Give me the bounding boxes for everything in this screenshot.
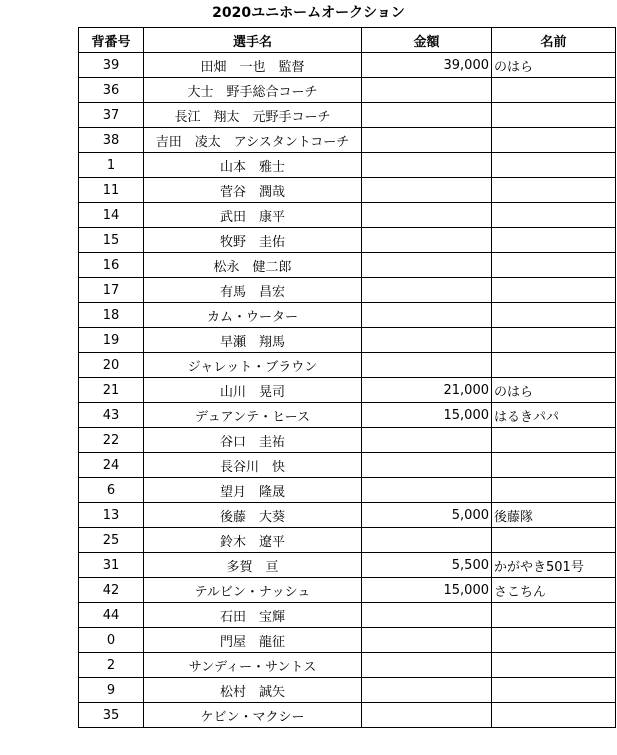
- table-row: [79, 78, 616, 103]
- cell-amount[interactable]: 15,000: [362, 578, 492, 603]
- cell-bidder[interactable]: [492, 103, 616, 128]
- cell-amount[interactable]: [362, 203, 492, 228]
- cell-player[interactable]: 菅谷 潤哉: [144, 178, 362, 203]
- table-row: [79, 553, 616, 578]
- cell-bidder[interactable]: [492, 203, 616, 228]
- cell-number[interactable]: 20: [79, 353, 144, 378]
- cell-number[interactable]: 25: [79, 528, 144, 553]
- header-row: [79, 28, 616, 53]
- cell-amount[interactable]: [362, 428, 492, 453]
- cell-number[interactable]: 43: [79, 403, 144, 428]
- cell-number[interactable]: 6: [79, 478, 144, 503]
- cell-amount[interactable]: [362, 303, 492, 328]
- cell-amount[interactable]: [362, 353, 492, 378]
- cell-bidder[interactable]: [492, 328, 616, 353]
- cell-player[interactable]: ジャレット・ブラウン: [144, 353, 362, 378]
- cell-bidder[interactable]: [492, 178, 616, 203]
- table-row: [79, 428, 616, 453]
- cell-amount[interactable]: 21,000: [362, 378, 492, 403]
- table-row: [79, 253, 616, 278]
- cell-number[interactable]: 13: [79, 503, 144, 528]
- cell-player[interactable]: 長江 翔太 元野手コーチ: [144, 103, 362, 128]
- sheet-title: 2020ユニホームオークション: [212, 5, 405, 21]
- cell-amount[interactable]: 15,000: [362, 403, 492, 428]
- cell-bidder[interactable]: のはら: [492, 378, 616, 403]
- table-row: [79, 603, 616, 628]
- cell-bidder[interactable]: [492, 453, 616, 478]
- cell-amount[interactable]: [362, 528, 492, 553]
- cell-amount[interactable]: [362, 78, 492, 103]
- cell-number[interactable]: 14: [79, 203, 144, 228]
- table-row: [79, 528, 616, 553]
- cell-amount[interactable]: [362, 228, 492, 253]
- cell-player[interactable]: 武田 康平: [144, 203, 362, 228]
- cell-amount[interactable]: [362, 128, 492, 153]
- table-row: [79, 678, 616, 703]
- cell-bidder[interactable]: [492, 303, 616, 328]
- cell-player[interactable]: 門屋 龍征: [144, 628, 362, 653]
- cell-player[interactable]: 早瀬 翔馬: [144, 328, 362, 353]
- cell-number[interactable]: 44: [79, 603, 144, 628]
- table-row: [79, 228, 616, 253]
- cell-amount[interactable]: [362, 278, 492, 303]
- table-row: [79, 453, 616, 478]
- auction-table: [78, 27, 616, 728]
- cell-number[interactable]: 36: [79, 78, 144, 103]
- cell-number[interactable]: 37: [79, 103, 144, 128]
- cell-amount[interactable]: [362, 103, 492, 128]
- cell-player[interactable]: 石田 宝輝: [144, 603, 362, 628]
- cell-bidder[interactable]: [492, 228, 616, 253]
- cell-amount[interactable]: [362, 703, 492, 728]
- cell-bidder[interactable]: [492, 153, 616, 178]
- cell-amount[interactable]: [362, 328, 492, 353]
- cell-player[interactable]: 田畑 一也 監督: [144, 53, 362, 78]
- cell-number[interactable]: 42: [79, 578, 144, 603]
- cell-amount[interactable]: [362, 603, 492, 628]
- table-row: [79, 703, 616, 728]
- cell-number[interactable]: 24: [79, 453, 144, 478]
- cell-player[interactable]: 大士 野手総合コーチ: [144, 78, 362, 103]
- table-row: [79, 278, 616, 303]
- cell-amount[interactable]: [362, 153, 492, 178]
- cell-amount[interactable]: 39,000: [362, 53, 492, 78]
- cell-bidder[interactable]: [492, 353, 616, 378]
- cell-amount[interactable]: [362, 678, 492, 703]
- cell-bidder[interactable]: [492, 428, 616, 453]
- cell-number[interactable]: 1: [79, 153, 144, 178]
- table-row: [79, 628, 616, 653]
- cell-bidder[interactable]: かがやき501号: [492, 553, 616, 578]
- cell-number[interactable]: 2: [79, 653, 144, 678]
- cell-bidder[interactable]: はるきパパ: [492, 403, 616, 428]
- cell-player[interactable]: 谷口 圭祐: [144, 428, 362, 453]
- cell-number[interactable]: 9: [79, 678, 144, 703]
- table-row: [79, 103, 616, 128]
- cell-player[interactable]: 牧野 圭佑: [144, 228, 362, 253]
- cell-player[interactable]: 有馬 昌宏: [144, 278, 362, 303]
- table-row: [79, 503, 616, 528]
- cell-number[interactable]: 38: [79, 128, 144, 153]
- table-row: [79, 203, 616, 228]
- cell-player[interactable]: 山川 晃司: [144, 378, 362, 403]
- cell-amount[interactable]: [362, 478, 492, 503]
- cell-player[interactable]: テルビン・ナッシュ: [144, 578, 362, 603]
- cell-number[interactable]: 11: [79, 178, 144, 203]
- cell-amount[interactable]: [362, 653, 492, 678]
- table-row: [79, 153, 616, 178]
- cell-player[interactable]: 多賀 亘: [144, 553, 362, 578]
- table-row: [79, 178, 616, 203]
- cell-bidder[interactable]: [492, 678, 616, 703]
- table-row: [79, 653, 616, 678]
- cell-number[interactable]: 22: [79, 428, 144, 453]
- cell-bidder[interactable]: [492, 278, 616, 303]
- cell-bidder[interactable]: [492, 528, 616, 553]
- header-amount: 金額: [362, 28, 492, 53]
- cell-number[interactable]: 35: [79, 703, 144, 728]
- cell-bidder[interactable]: のはら: [492, 53, 616, 78]
- cell-bidder[interactable]: [492, 603, 616, 628]
- cell-number[interactable]: 19: [79, 328, 144, 353]
- cell-amount[interactable]: [362, 178, 492, 203]
- table-row: [79, 128, 616, 153]
- cell-bidder[interactable]: [492, 78, 616, 103]
- cell-number[interactable]: 17: [79, 278, 144, 303]
- cell-player[interactable]: 松永 健二郎: [144, 253, 362, 278]
- header-bidder: 名前: [492, 28, 616, 53]
- table-row: [79, 403, 616, 428]
- cell-player[interactable]: 吉田 凌太 アシスタントコーチ: [144, 128, 362, 153]
- table-row: [79, 53, 616, 78]
- cell-player[interactable]: デュアンテ・ヒース: [144, 403, 362, 428]
- table-row: [79, 353, 616, 378]
- cell-number[interactable]: 18: [79, 303, 144, 328]
- cell-bidder[interactable]: [492, 653, 616, 678]
- cell-bidder[interactable]: [492, 703, 616, 728]
- cell-player[interactable]: 山本 雅士: [144, 153, 362, 178]
- cell-player[interactable]: 後藤 大葵: [144, 503, 362, 528]
- header-player: 選手名: [144, 28, 362, 53]
- cell-number[interactable]: 21: [79, 378, 144, 403]
- cell-number[interactable]: 15: [79, 228, 144, 253]
- cell-player[interactable]: 長谷川 快: [144, 453, 362, 478]
- cell-number[interactable]: 16: [79, 253, 144, 278]
- cell-bidder[interactable]: [492, 478, 616, 503]
- cell-bidder[interactable]: [492, 253, 616, 278]
- cell-player[interactable]: カム・ウーター: [144, 303, 362, 328]
- cell-bidder[interactable]: 後藤隊: [492, 503, 616, 528]
- cell-player[interactable]: ケビン・マクシー: [144, 703, 362, 728]
- cell-amount[interactable]: [362, 253, 492, 278]
- cell-amount[interactable]: 5,000: [362, 503, 492, 528]
- table-row: [79, 578, 616, 603]
- cell-amount[interactable]: [362, 453, 492, 478]
- table-row: [79, 328, 616, 353]
- table-row: [79, 303, 616, 328]
- cell-player[interactable]: 鈴木 遼平: [144, 528, 362, 553]
- cell-number[interactable]: 31: [79, 553, 144, 578]
- cell-player[interactable]: 望月 隆晟: [144, 478, 362, 503]
- cell-bidder[interactable]: さこちん: [492, 578, 616, 603]
- cell-number[interactable]: 39: [79, 53, 144, 78]
- cell-amount[interactable]: [362, 628, 492, 653]
- table-row: [79, 478, 616, 503]
- cell-player[interactable]: 松村 誠矢: [144, 678, 362, 703]
- table-row: [79, 378, 616, 403]
- cell-bidder[interactable]: [492, 628, 616, 653]
- cell-amount[interactable]: 5,500: [362, 553, 492, 578]
- cell-number[interactable]: 0: [79, 628, 144, 653]
- header-number: 背番号: [79, 28, 144, 53]
- cell-player[interactable]: サンディー・サントス: [144, 653, 362, 678]
- cell-bidder[interactable]: [492, 128, 616, 153]
